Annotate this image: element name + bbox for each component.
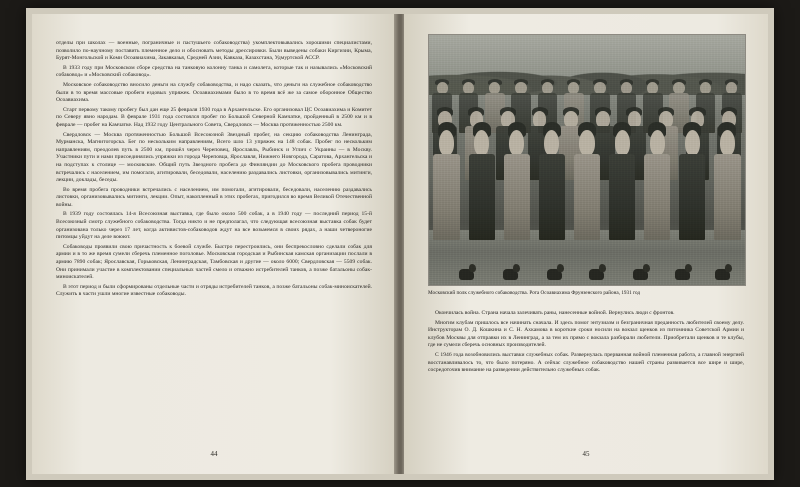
paragraph: отделы при школах — военные, пограничные и пастушьего собаководства) укомплектовывались хорошими специалистами, позволило по-научному поставить племенное дело и обосновать методы дрессировки. Были выведены собаки Киргизии, Крыма, Бурят-Монгольской и Коми Осоавиахима, Закавказья, Средней Азии, Кавказа, Казахстана, Удмуртской АССР. [56,40,372,62]
paragraph: С 1946 года возобновились выставки служебных собак. Развернулась прерванная войной племенная работа, а главной энергией восстанавливалось то, что было потеряно. А сейчас служебное собаководство нашей страны развивается все шире и шире, сосредоточив внимание на разведении действительно служебных собак. [428,351,744,374]
right-page-body-text [428,310,744,377]
paragraph: Свердловск — Москва протяженностью Большой Всесоюзной Звездный пробег, на секцию собаководства Ленинграда, Мурманска, Магнитогорска. Бег по нескольким направлениям, Всего шло 13 упряжек на 148 собак. Пробег по нескольким направлениям, преодолев путь в 2500 км, прошёл через Череповец, Ярославль, Рыбинск и Углич с Украины — в Москву. Участники пути и нами присоединялись упряжки из города Череповца, Ярославля, Нижнего Новгорода, Саратова, Архангельска и на подступах к столице — московские. Общий путь Звездного пробега до Финляндии до Московского пробега проводники встречались с населением, им помогали, агитировали, беседовали, населению раздавались листовки, организовывались митинги, лекции, доклады, беседы. [56,131,372,184]
paragraph: Собаководы проявили свою причастность к боевой службе. Быстро перестроились, они беспрекословно сделали собак для армии и в то же время сумели сберечь племенное поголовье. Московская городская и Рыбинская камская организации послали в армию 7890 собак; Ярославская, Горьковская, Ленинградская, Тамбовская и другие — около 6000; Свердловская — 5509 собак. Они принимали участие в комплектовании специальных частей смело и отважно истребителей танков, а позже батальоны собак-миноискателей. [56,243,372,281]
paragraph: В 1939 году состоялась 14-я Всесоюзная выставка, где было около 500 собак, а в 1940 году — последний период 15-й Всесоюзный смотр служебного собаководства. Тогда никто и не предполагал, что следующая всесоюзная выставка собак будет организована только через 17 лет, когда активистов-собаководов ждут на все возьмемся в своих рядах, а наши четвероногие питомцы уйдут на деле воюют. [56,211,372,241]
paragraph: В этот период и были сформированы отдельные части и отряды истребителей танков, а позже батальоны собак-миноискателей. Служить в части ушли многие известные собаководы. [56,283,372,298]
open-book [26,8,774,480]
left-page [32,14,396,474]
paragraph: Старт первому такому пробегу был дан еще 25 февраля 1930 года в Архангельске. Его организовал ЦС Осоавиахима и Комитет по Северу явно народам. В феврале 1931 года состоялся пробег по Большой Северной Камчатке, пройденный в 2500 км и в феврале — пробег на Камчатке. Над 1932 году Центрального Совета, Свердловск — Москва протяженностью 2500 км. [56,106,372,128]
paragraph: Окончилась война. Страна начала залечивать раны, нанесенные войной. Вернулись люди с фронтов. [435,310,675,316]
left-page-body-text [56,40,372,301]
paragraph: Многим клубам пришлось все начинать сначала. И здесь помог энтузиазм и безграничная преданность любителей своему делу. Инструкторам О. Д. Кошкина и С. Н. Ахкамова в короткие сроки носили на вокзал щенков из питомника Советской Армии и клубов Москвы для отправки их в Ленинград, а за тем их прямо с вокзала разбирали любители. Приобретали щенков и те клубы, где не сумели сберечь основных производителей. [428,319,744,349]
photo-frame [428,34,746,286]
page-number-left: 44 [210,450,218,458]
right-page [404,14,768,474]
photo-caption: Московский полк служебного собаководства. Рота Осоавиахима Фрунзенского района, 1931 год [428,290,641,296]
photo-grain-overlay [429,35,745,285]
paragraph: Московское собаководство вносило деньги на службу собаководства, и надо сказать, что деньги на служебное собаководство были в то время массовые пробеги ездовых упряжек. Осоавиахимами было в то время всё же за самое оборонное Общество Осоавиахима. [56,81,372,104]
paragraph: В 1933 году при Московском сборе средства на танковую колонну танка и самолета, которые так и назывались «Московский собаковод» и «Московский собаковод». [56,64,372,79]
paragraph: Во время пробега проводники встречались с населением, им помогали, агитировали, беседовали, населению раздавались листовки, организовывались митинги, лекции. Опыт, накопленный в этих пробегах, пригодился во время Великой Отечественной войны. [56,186,372,208]
photograph [429,35,745,285]
page-number-right: 45 [582,450,590,458]
